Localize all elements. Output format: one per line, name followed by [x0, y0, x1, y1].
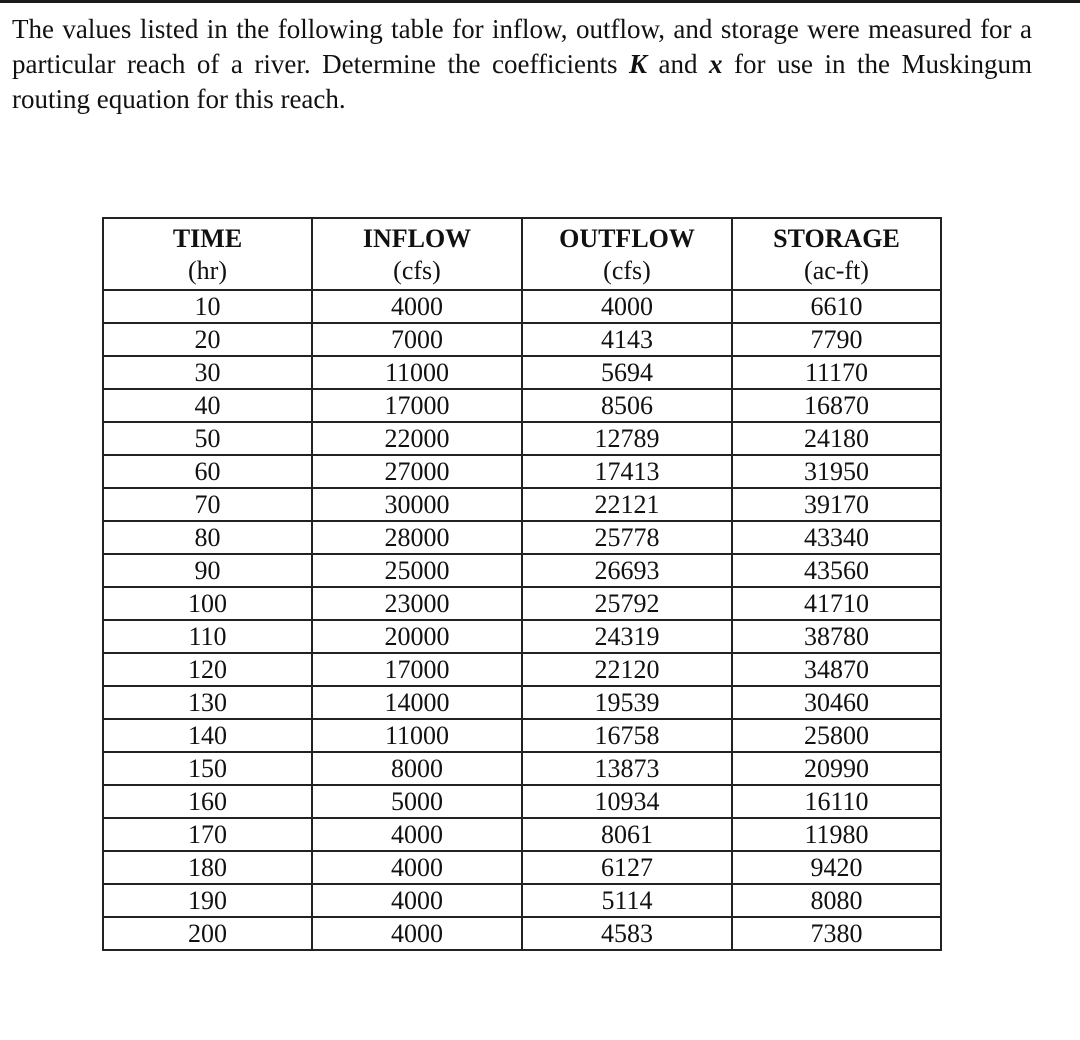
storage-cell: 25800 [732, 719, 941, 752]
outflow-cell: 22120 [522, 653, 732, 686]
table-row [103, 719, 941, 752]
header-unit: (ac-ft) [804, 256, 869, 285]
inflow-cell: 23000 [312, 587, 522, 620]
time-cell: 180 [103, 851, 312, 884]
inflow-cell: 7000 [312, 323, 522, 356]
outflow-cell: 25792 [522, 587, 732, 620]
table-header-row [103, 218, 941, 290]
storage-cell: 16110 [732, 785, 941, 818]
time-cell: 140 [103, 719, 312, 752]
inflow-cell: 11000 [312, 719, 522, 752]
time-cell: 70 [103, 488, 312, 521]
time-cell: 190 [103, 884, 312, 917]
storage-cell: 20990 [732, 752, 941, 785]
outflow-cell: 16758 [522, 719, 732, 752]
header-inflow [312, 218, 522, 290]
storage-cell: 7380 [732, 917, 941, 950]
header-unit: (cfs) [603, 256, 651, 285]
inflow-cell: 4000 [312, 290, 522, 323]
storage-cell: 38780 [732, 620, 941, 653]
top-rule [0, 0, 1080, 3]
outflow-cell: 17413 [522, 455, 732, 488]
time-cell: 200 [103, 917, 312, 950]
outflow-cell: 4583 [522, 917, 732, 950]
table-row [103, 488, 941, 521]
storage-cell: 11980 [732, 818, 941, 851]
inflow-cell: 14000 [312, 686, 522, 719]
header-outflow [522, 218, 732, 290]
data-table [102, 217, 942, 951]
inflow-cell: 11000 [312, 356, 522, 389]
time-cell: 20 [103, 323, 312, 356]
inflow-cell: 30000 [312, 488, 522, 521]
problem-text-part2: for use in the Muskingum routing equation for this reach. [12, 49, 1032, 114]
outflow-cell: 8506 [522, 389, 732, 422]
time-cell: 40 [103, 389, 312, 422]
inflow-cell: 28000 [312, 521, 522, 554]
time-cell: 100 [103, 587, 312, 620]
storage-cell: 11170 [732, 356, 941, 389]
outflow-cell: 26693 [522, 554, 732, 587]
table-row [103, 917, 941, 950]
table-row [103, 851, 941, 884]
time-cell: 150 [103, 752, 312, 785]
time-cell: 60 [103, 455, 312, 488]
header-unit: (hr) [188, 256, 227, 285]
variable-k: K [628, 49, 647, 79]
header-name: TIME [172, 224, 243, 253]
outflow-cell: 13873 [522, 752, 732, 785]
table-row [103, 620, 941, 653]
outflow-cell: 19539 [522, 686, 732, 719]
problem-statement [12, 12, 1032, 117]
header-name: INFLOW [362, 224, 472, 253]
inflow-cell: 27000 [312, 455, 522, 488]
table-row [103, 422, 941, 455]
variable-x: x [709, 49, 723, 79]
storage-cell: 24180 [732, 422, 941, 455]
time-cell: 90 [103, 554, 312, 587]
header-name: OUTFLOW [559, 224, 695, 253]
storage-cell: 8080 [732, 884, 941, 917]
outflow-cell: 5114 [522, 884, 732, 917]
inflow-cell: 4000 [312, 851, 522, 884]
outflow-cell: 25778 [522, 521, 732, 554]
table-row [103, 587, 941, 620]
time-cell: 170 [103, 818, 312, 851]
storage-cell: 7790 [732, 323, 941, 356]
outflow-cell: 10934 [522, 785, 732, 818]
header-unit: (cfs) [393, 256, 441, 285]
outflow-cell: 6127 [522, 851, 732, 884]
table-row [103, 653, 941, 686]
table-row [103, 554, 941, 587]
table-row [103, 521, 941, 554]
table-row [103, 752, 941, 785]
table-row [103, 455, 941, 488]
problem-text-and: and [647, 49, 709, 79]
inflow-cell: 8000 [312, 752, 522, 785]
time-cell: 80 [103, 521, 312, 554]
header-time [103, 218, 312, 290]
storage-cell: 41710 [732, 587, 941, 620]
problem-text-part1: The values listed in the following table for inflow, outflow, and storage were measured for a particular reach of a river. Determine the coefficients [12, 14, 1032, 79]
table-row [103, 290, 941, 323]
time-cell: 30 [103, 356, 312, 389]
time-cell: 160 [103, 785, 312, 818]
outflow-cell: 22121 [522, 488, 732, 521]
time-cell: 130 [103, 686, 312, 719]
storage-cell: 16870 [732, 389, 941, 422]
time-cell: 10 [103, 290, 312, 323]
table-row [103, 389, 941, 422]
header-name: STORAGE [773, 224, 900, 253]
storage-cell: 43560 [732, 554, 941, 587]
outflow-cell: 24319 [522, 620, 732, 653]
inflow-cell: 20000 [312, 620, 522, 653]
storage-cell: 39170 [732, 488, 941, 521]
outflow-cell: 12789 [522, 422, 732, 455]
inflow-cell: 5000 [312, 785, 522, 818]
inflow-cell: 17000 [312, 389, 522, 422]
table-row [103, 323, 941, 356]
time-cell: 50 [103, 422, 312, 455]
inflow-cell: 4000 [312, 917, 522, 950]
table-row [103, 818, 941, 851]
table-row [103, 356, 941, 389]
storage-cell: 30460 [732, 686, 941, 719]
time-cell: 120 [103, 653, 312, 686]
inflow-cell: 22000 [312, 422, 522, 455]
table-row [103, 686, 941, 719]
inflow-cell: 4000 [312, 818, 522, 851]
time-cell: 110 [103, 620, 312, 653]
outflow-cell: 5694 [522, 356, 732, 389]
inflow-cell: 25000 [312, 554, 522, 587]
storage-cell: 43340 [732, 521, 941, 554]
storage-cell: 9420 [732, 851, 941, 884]
table-row [103, 785, 941, 818]
table-body [103, 290, 941, 950]
storage-cell: 34870 [732, 653, 941, 686]
outflow-cell: 4143 [522, 323, 732, 356]
storage-cell: 31950 [732, 455, 941, 488]
outflow-cell: 4000 [522, 290, 732, 323]
inflow-cell: 4000 [312, 884, 522, 917]
header-storage [732, 218, 941, 290]
storage-cell: 6610 [732, 290, 941, 323]
table-row [103, 884, 941, 917]
inflow-cell: 17000 [312, 653, 522, 686]
outflow-cell: 8061 [522, 818, 732, 851]
